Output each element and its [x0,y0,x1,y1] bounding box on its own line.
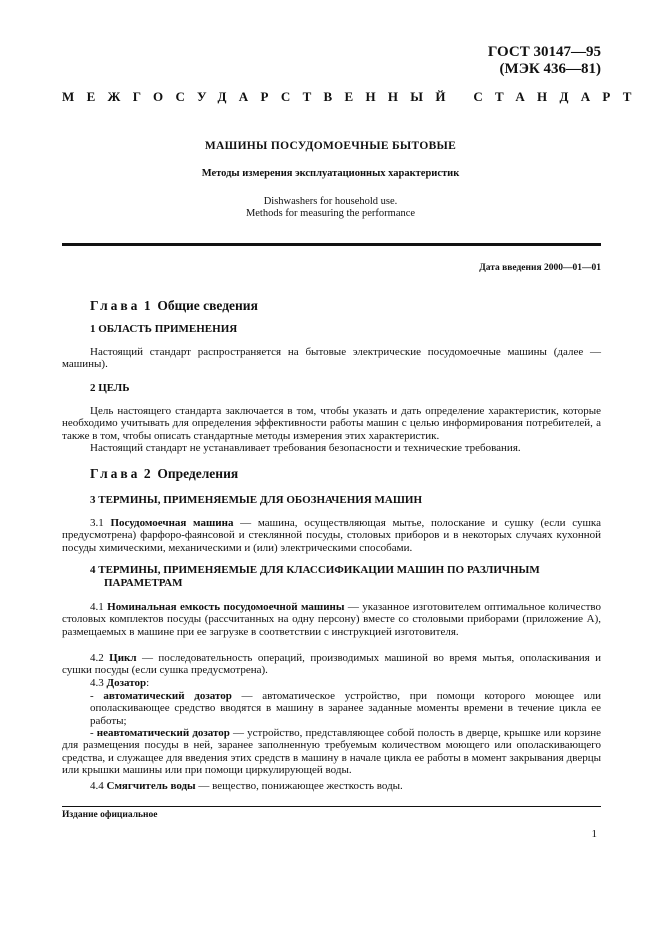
english-title-line1: Dishwashers for household use. [263,196,398,207]
clause-number: 4.4 [90,780,104,792]
title-divider [62,243,601,246]
clause-number: 4.2 [90,652,104,664]
clause-number: 3.1 [90,517,104,529]
section-4-heading: 4 ТЕРМИНЫ, ПРИМЕНЯЕМЫЕ ДЛЯ КЛАССИФИКАЦИИ МАШИН ПО РАЗЛИЧНЫМ ПАРАМЕТРАМ [90,564,540,589]
list-dash: - [90,727,97,739]
definition-text: — вещество, понижающее жесткость воды. [195,780,403,792]
list-dash: - [90,690,104,702]
chapter-2-heading [90,466,238,482]
clause-number: 4.1 [90,601,104,613]
chapter-1-heading [90,298,258,314]
section-3-heading: 3 ТЕРМИНЫ, ПРИМЕНЯЕМЫЕ ДЛЯ ОБОЗНАЧЕНИЯ МАШИН [90,494,423,506]
section-1-heading: 1 ОБЛАСТЬ ПРИМЕНЕНИЯ [90,323,238,335]
chapter-title: Общие сведения [157,298,258,313]
gost-designation [488,44,601,78]
definition-4-4 [62,780,601,792]
term: неавтоматический дозатор [96,727,230,739]
section-2-heading: 2 ЦЕЛЬ [90,382,130,394]
section-2-paragraph-1: Цель настоящего стандарта заключается в том, чтобы указать и дать определение характеристик, которые необходимо учитывать для определения эффективности работы машин с целью информирования потребителей, а также в том, чтобы описать стандартные методы измерения этих характеристик. [62,405,601,442]
term: Дозатор [106,677,147,689]
clause-number: 4.3 [90,677,104,689]
definition-3-1 [62,517,601,554]
chapter-title: Определения [157,466,239,481]
chapter-label: Глава [90,298,141,313]
definition-text: — машина, осуществляющая мытье, полоскание и сушку (если сушка предусмотрена) фарфоро-фаянсовой и стеклянной посуды, столовых приборов и в некоторых случаях кухонной посуды химическими, механическими и (или) электрическими способами. [62,517,601,554]
introduction-date: Дата введения 2000—01—01 [479,263,601,273]
term: Посудомоечная машина [110,517,234,529]
definition-4-3-automatic [90,690,601,727]
term: Цикл [109,652,137,664]
definition-4-1 [62,601,601,638]
english-title-line2: Methods for measuring the performance [245,208,416,219]
section-1-text: Настоящий стандарт распространяется на бытовые электрические посудомоечные машины (далее — машины). [62,346,601,371]
page-number: 1 [591,828,597,840]
chapter-number: 1 [143,298,151,313]
definition-text: — последовательность операций, производимых машиной во время мытья, ополаскивания и сушки посуды (если сушка предусмотрена). [62,652,601,677]
definition-4-3 [62,677,601,689]
chapter-label: Глава [90,466,141,481]
standard-type: МЕЖГОСУДАРСТВЕННЫЙ СТАНДАРТ [62,89,644,104]
term: автоматический дозатор [103,690,232,702]
definition-text: — автоматическое устройство, при помощи которого моющее или ополаскивающее средство вводятся в машину в заранее заданные моменты времени в течение цикла ее работы; [90,690,601,727]
definition-4-3-manual [62,727,601,776]
iec-code: (МЭК 436—81) [499,61,601,77]
definition-4-2 [62,652,601,677]
english-title [0,196,661,220]
section-2-paragraph-2: Настоящий стандарт не устанавливает требования безопасности и технические требования. [90,442,521,454]
edition-label: Издание официальное [62,810,158,820]
definition-text: — устройство, представляющее собой полость в дверце, крышке или корзине для размещения посуды в ней, заранее заполненную требуемым количеством моющего или ополаскивающего средства, и служащее для введения этих средств в машину в начале цикла ее работы в момент закрывания дверцы или крышки машины или при помощи циркулирующей воды. [62,727,601,776]
footer-divider [62,806,601,807]
gost-code: ГОСТ 30147—95 [487,44,601,60]
term: Номинальная емкость посудомоечной машины [107,601,345,613]
colon: : [146,677,150,689]
term: Смягчитель воды [106,780,196,792]
document-subtitle: Методы измерения эксплуатационных характеристик [201,168,460,179]
chapter-number: 2 [143,466,151,481]
document-title: МАШИНЫ ПОСУДОМОЕЧНЫЕ БЫТОВЫЕ [204,140,457,152]
definition-text: — указанное изготовителем оптимальное количество столовых комплектов посуды (рассчитанных на одну персону) вместе со столовыми приборами (приложение А), размещаемых в машине при ее загрузке в соответствии с инструкцией изготовителя. [62,601,601,638]
